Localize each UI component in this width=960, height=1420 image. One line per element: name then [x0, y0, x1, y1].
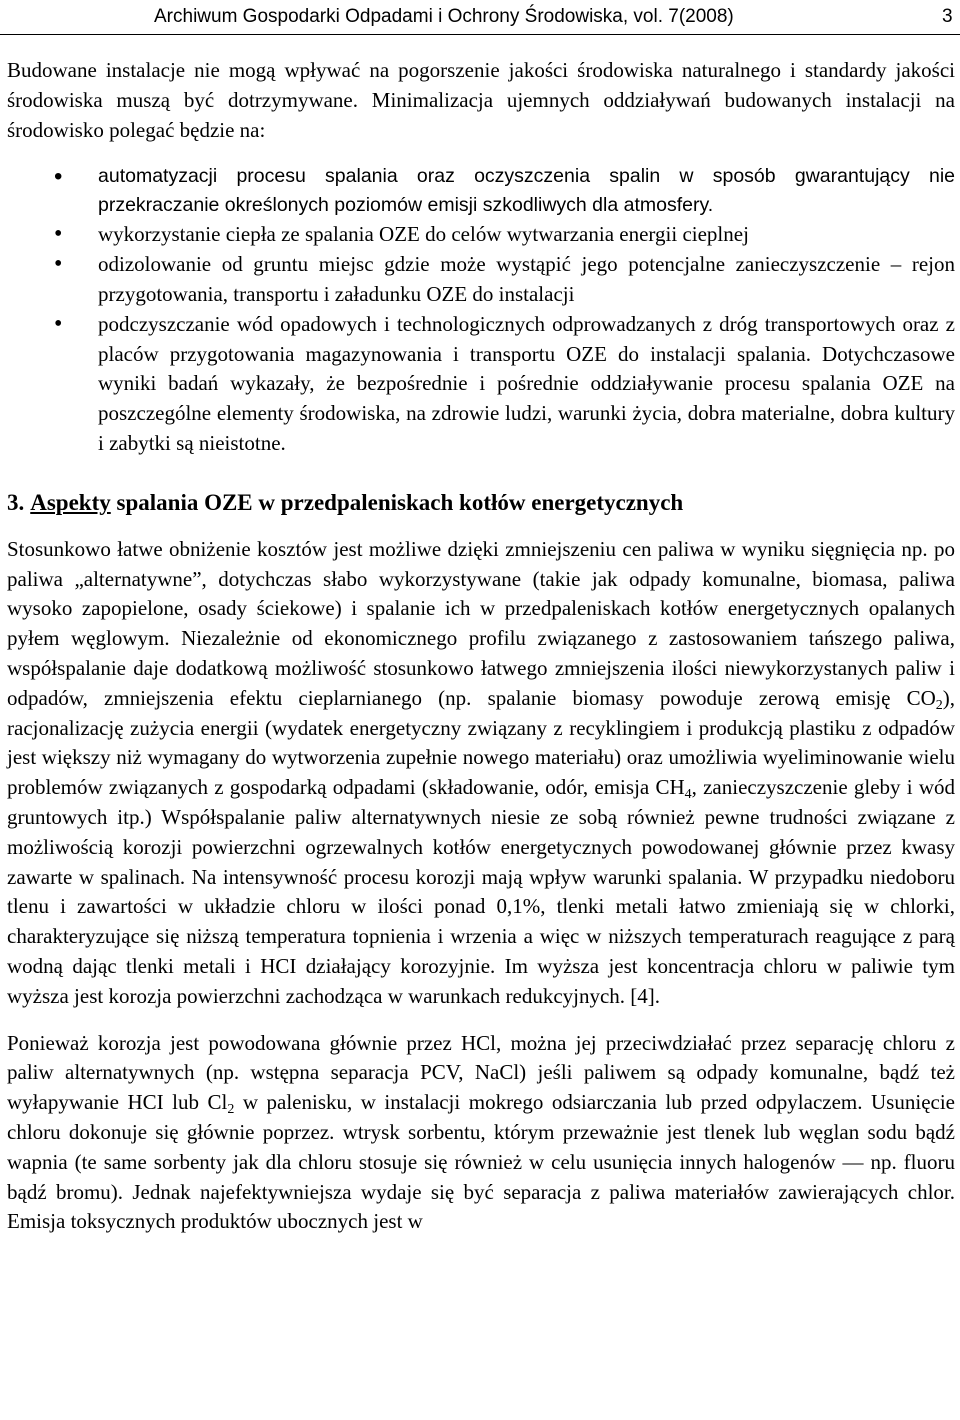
section-heading	[7, 488, 955, 518]
page-body	[7, 56, 955, 1237]
running-header	[0, 0, 960, 40]
body-paragraph	[7, 1029, 955, 1238]
section-title-underlined: Aspekty	[30, 489, 111, 515]
section-title-rest: spalania OZE w przedpaleniskach kotłów energetycznych	[110, 489, 684, 515]
paragraph-text: Ponieważ korozja jest powodowana głównie przez HCl, można jej przeciwdziałać przez separację chloru z paliw alternatywnych (np. wstępna separacja PCV, NaCl) jeśli paliwem są odpady komunalne, bądź też wyłapywanie HCI lub Cl	[7, 1030, 955, 1115]
list-item: • automatyzacji procesu spalania oraz oczyszczenia spalin w sposób gwarantujący nie przekraczanie określonych poziomów emisji szkodliwych dla atmosfery.	[7, 162, 955, 220]
subscript: 2	[935, 697, 943, 713]
subscript: 2	[227, 1102, 235, 1118]
paragraph-text: Stosunkowo łatwe obniżenie kosztów jest możliwe dzięki zmniejszeniu cen paliwa w wyniku sięgnięcia np. po paliwa „alternatywne”, dotychczas słabo wykorzystywane (takie jak odpady komunalne, biomasa, paliwa wysoko zapopielone, osady ściekowe) i spalanie ich w przedpaleniskach kotłów energetycznych opalanych pyłem węglowym. Niezależnie od ekonomicznego profilu związanego z zastosowaniem tańszego paliwa, współspalanie daje dodatkową możliwość stosunkowo łatwego zmniejszenia ilości niewykorzystanych paliw i odpadów, zmniejszenia efektu cieplarnianego (np. spalanie biomasy powoduje zerową emisję CO	[7, 536, 955, 710]
list-item: • podczyszczanie wód opadowych i technologicznych odprowadzanych z dróg transportowych oraz z placów przygotowania magazynowania i transportu OZE do instalacji spalania. Dotychczasowe wyniki badań wykazały, że bezpośrednie i pośrednie oddziaływanie procesu spalania OZE na poszczególne elementy środowiska, na zdrowie ludzi, warunki życia, dobra materialne, dobra kultury i zabytki są nieistotne.	[7, 310, 955, 459]
header-divider	[0, 34, 960, 35]
page-number: 3	[942, 6, 953, 27]
impact-minimization-list	[7, 162, 955, 458]
body-paragraph	[7, 535, 955, 1012]
intro-paragraph: Budowane instalacje nie mogą wpływać na pogorszenie jakości środowiska naturalnego i standardy jakości środowiska muszą być dotrzymywane. Minimalizacja ujemnych oddziaływań budowanych instalacji na środowisko polegać będzie na:	[7, 58, 955, 142]
paragraph-text: ), racjonalizację zużycia energii (wydatek energetyczny związany z recyklingiem i produkcją plastiku z odpadów jest większy niż wymagany do wytworzenia zupełnie nowego materiału) oraz umożliwia wyeliminowanie wielu problemów związanych z gospodarką odpadami (składowanie, odór, emisja CH	[7, 685, 955, 800]
subscript: 4	[684, 787, 692, 803]
section-number: 3.	[7, 489, 25, 515]
list-item: • wykorzystanie ciepła ze spalania OZE do celów wytwarzania energii cieplnej	[7, 220, 955, 250]
paragraph-text: w palenisku, w instalacji mokrego odsiarczania lub przed odpylaczem. Usunięcie chloru dokonuje się głównie poprzez. wtrysk sorbentu, którym przeważnie jest tlenek lub węglan sodu bądź wapnia (te same sorbenty jak dla chloru stosuje się również w celu usunięcia innych halogenów — np. fluoru bądź bromu). Jednak najefektywniejsza wydaje się być separacja z paliwa materiałów zawierających chlor. Emisja toksycznych produktów ubocznych jest w	[7, 1090, 955, 1234]
paragraph-text: , zanieczyszczenie gleby i wód gruntowych itp.) Współspalanie paliw alternatywnych niesie ze sobą również pewne trudności związane z możliwością korozji powierzchni ogrzewalnych kotłów energetycznych powodowanej głównie przez kwasy zawarte w spalinach. Na intensywność procesu korozji mają wpływ warunki spalania. W przypadku niedoboru tlenu i zawartości w układzie chloru w ilości ponad 0,1%, tlenki metali łatwo zmieniają się w chlorki, charakteryzujące się niższą temperatura topnienia i wrzenia a więc w niższych temperaturach reagujące z parą wodną dając tlenki metali i HCI działający korozyjnie. Im wyższa jest koncentracja chloru w paliwie tym wyższa jest korozja powierzchni zachodząca w warunkach redukcyjnych. [4].	[7, 775, 955, 1008]
list-item: • odizolowanie od gruntu miejsc gdzie może wystąpić jego potencjalne zanieczyszczenie – rejon przygotowania, transportu i załadunku OZE do instalacji	[7, 250, 955, 310]
journal-title: Archiwum Gospodarki Odpadami i Ochrony Środowiska, vol. 7(2008)	[154, 6, 734, 27]
